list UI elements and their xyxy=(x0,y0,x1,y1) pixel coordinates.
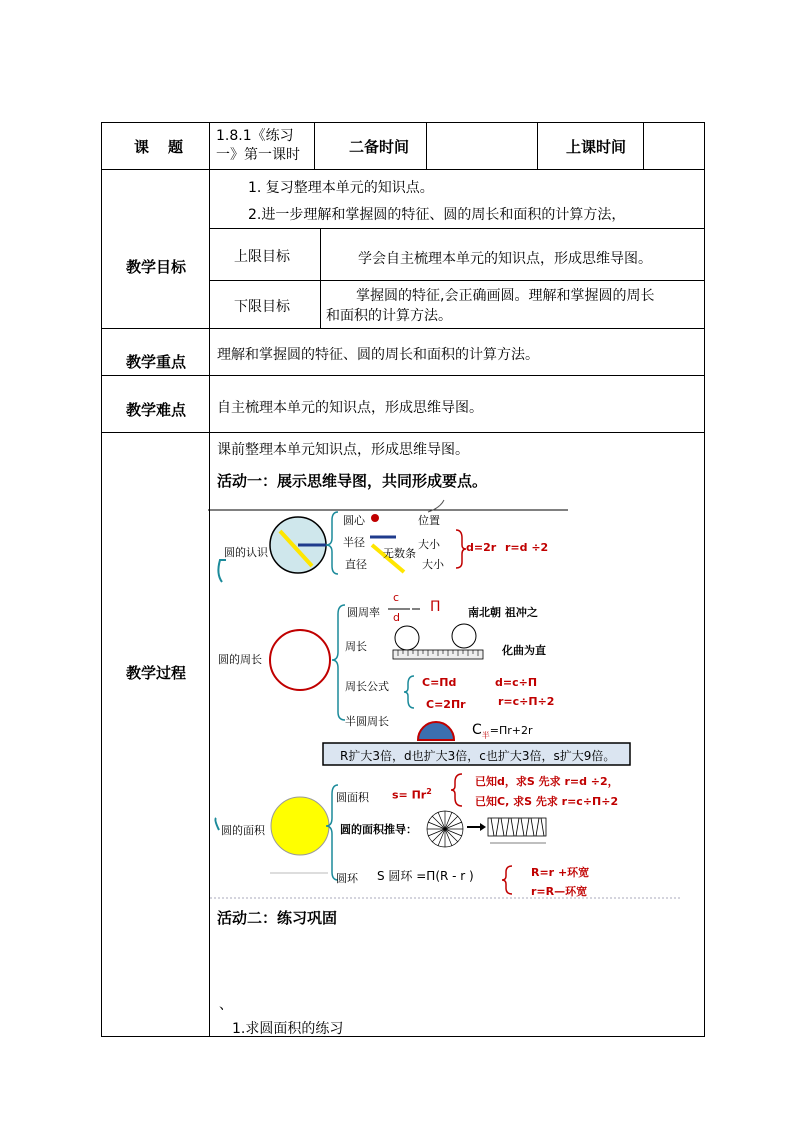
mm-curve-to-straight: 化曲为直 xyxy=(502,644,546,657)
lower-goal-line-1: 掌握圆的特征,会正确画圆。理解和掌握圆的周长 xyxy=(356,288,655,304)
mm-pi-label: 圆周率 xyxy=(347,606,380,619)
mm-pi-symbol: Π xyxy=(430,599,441,615)
mm-area-label: 圆面积 xyxy=(336,791,369,804)
mm-ring-r: r=R—环宽 xyxy=(531,885,588,898)
mm-infinite: 无数条 xyxy=(383,547,416,560)
activity-1-heading: 活动一：展示思维导图，共同形成要点。 xyxy=(217,472,488,490)
mm-radius: 半径 xyxy=(343,536,365,549)
goals-label: 教学目标 xyxy=(126,258,187,276)
mm-derivation: 圆的面积推导： xyxy=(340,823,417,836)
goal-item-2: 2.进一步理解和掌握圆的特征、圆的周长和面积的计算方法， xyxy=(248,207,626,223)
lower-goal-label: 下限目标 xyxy=(234,299,290,315)
mm-f1: C=Πd xyxy=(422,676,457,689)
prep-time-label: 二备时间 xyxy=(349,138,410,156)
mm-semi-rest: =Πr+2r xyxy=(489,724,533,737)
lower-goal-line-2: 和面积的计算方法。 xyxy=(326,308,452,324)
focus-text: 理解和掌握圆的特征、圆的周长和面积的计算方法。 xyxy=(217,347,539,363)
mm-formula-d: d=2r xyxy=(466,541,497,554)
mm-recognition-title: 圆的认识 xyxy=(224,546,268,559)
mm-f2: d=c÷Π xyxy=(495,676,538,689)
upper-goal-label: 上限目标 xyxy=(234,249,290,265)
process-intro: 课前整理本单元知识点，形成思维导图。 xyxy=(217,442,469,458)
exercise-1: 1.求圆面积的练习 xyxy=(232,1021,344,1037)
mm-diameter: 直径 xyxy=(345,558,367,571)
mm-known-d: 已知d，求S 先求 r=d ÷2， xyxy=(475,775,619,788)
activity-2-heading: 活动二：练习巩固 xyxy=(217,909,338,927)
topic-line-2: 一》第一课时 xyxy=(216,147,300,163)
mm-size-2: 大小 xyxy=(422,558,444,571)
mm-center: 圆心 xyxy=(343,514,365,527)
difficulty-text: 自主梳理本单元的知识点，形成思维导图。 xyxy=(217,400,483,416)
mm-known-c: 已知C, 求S 先求 r=c÷Π÷2 xyxy=(475,795,619,808)
mm-formula-label: 周长公式 xyxy=(345,680,389,693)
difficulty-label: 教学难点 xyxy=(126,401,187,419)
mm-perimeter-label: 周长 xyxy=(345,640,367,653)
class-time-label: 上课时间 xyxy=(566,138,627,156)
mm-ring-R: R=r +环宽 xyxy=(531,866,590,879)
mm-perimeter-title: 圆的周长 xyxy=(218,653,262,666)
topic-label: 课 题 xyxy=(134,138,186,156)
mm-f3: C=2Πr xyxy=(426,698,466,711)
mm-f4: r=c÷Π÷2 xyxy=(498,695,555,708)
mm-formula-r: r=d ÷2 xyxy=(505,541,549,554)
mm-scaling-text: R扩大3倍，d也扩大3倍，c也扩大3倍，s扩大9倍。 xyxy=(340,749,616,763)
mark: 、 xyxy=(219,997,233,1013)
mm-semi-sub: 半 xyxy=(481,730,490,740)
mm-size-1: 大小 xyxy=(418,538,440,551)
mm-ring: 圆环 xyxy=(336,872,358,885)
goal-item-1: 1. 复习整理本单元的知识点。 xyxy=(248,180,434,196)
upper-goal-text: 学会自主梳理本单元的知识点，形成思维导图。 xyxy=(358,251,652,267)
mm-s-formula-text: s= Πr xyxy=(392,788,427,802)
focus-label: 教学重点 xyxy=(126,353,187,371)
mm-semi-formula xyxy=(472,722,533,741)
mm-semicircle: 半圆周长 xyxy=(345,715,389,728)
mm-frac-den: d xyxy=(393,611,400,624)
mm-semi-c: C xyxy=(472,722,482,738)
mm-s-formula: $s= \Pi r^2$ xyxy=(392,787,432,802)
mm-position: 位置 xyxy=(418,514,440,527)
process-label: 教学过程 xyxy=(126,664,187,682)
mm-area-title: 圆的面积 xyxy=(221,824,265,837)
topic-line-1: 1.8.1《练习 xyxy=(216,128,294,144)
mm-ring-formula: S 圆环 =Π(R - r ) xyxy=(377,869,474,883)
mm-history: 南北朝 祖冲之 xyxy=(468,606,538,619)
mm-frac-num: c xyxy=(393,591,400,604)
sunburst-icon xyxy=(427,811,463,847)
